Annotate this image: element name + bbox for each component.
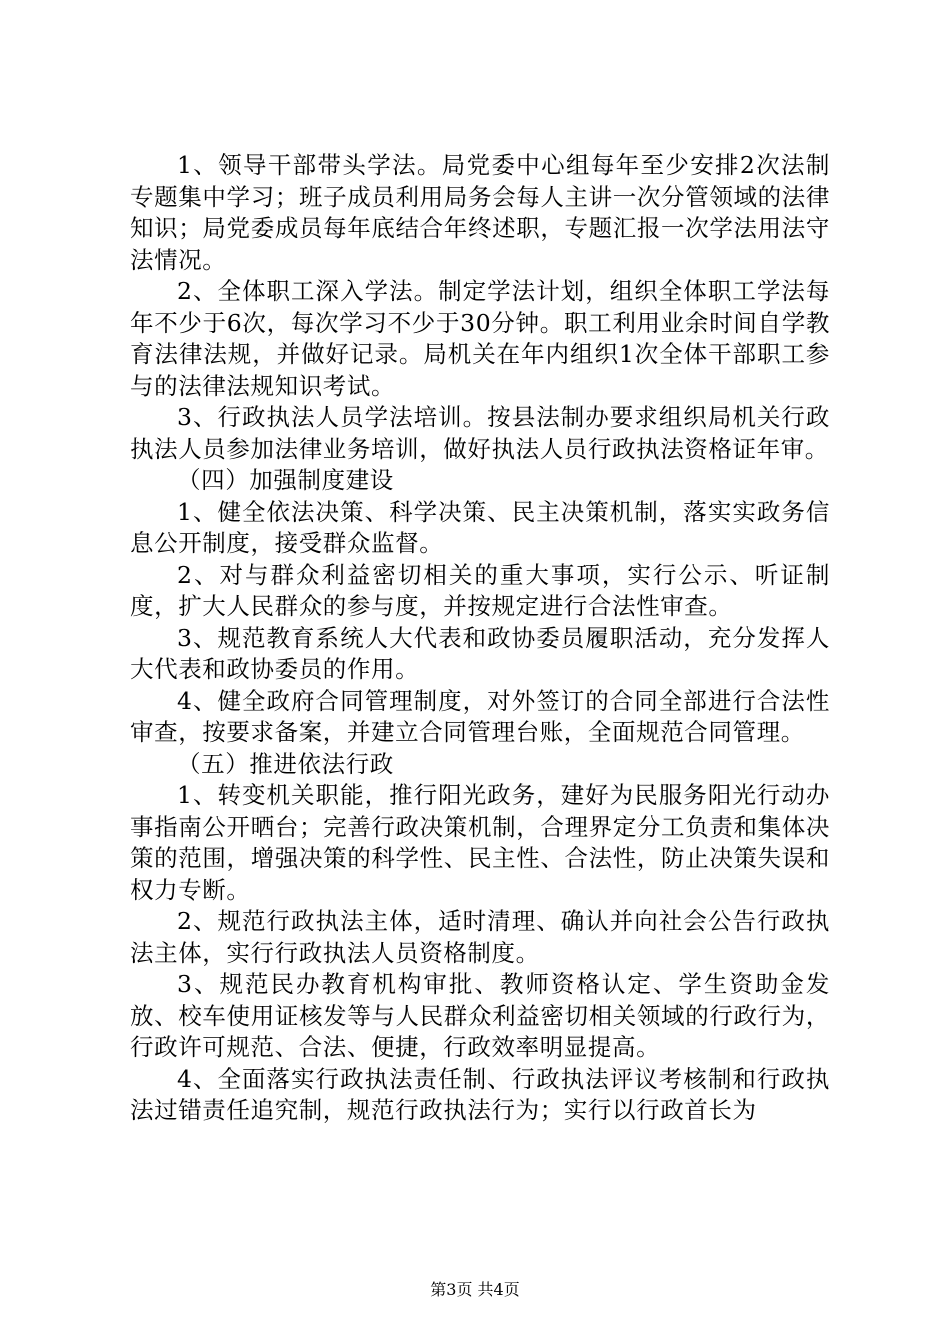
paragraph-leaders-study-law: 1、领导干部带头学法。局党委中心组每年至少安排2次法制专题集中学习；班子成员利用局务会每人主讲一次分管领域的法律知识；局党委成员每年底结合年终述职，专题汇报一次学法用法守法情况。 xyxy=(130,151,830,274)
paragraph-public-hearing: 2、对与群众利益密切相关的重大事项，实行公示、听证制度，扩大人民群众的参与度，并按规定进行合法性审查。 xyxy=(130,560,830,620)
paragraph-responsibility-system: 4、全面落实行政执法责任制、行政执法评议考核制和行政执法过错责任追究制，规范行政执法行为；实行以行政首长为 xyxy=(130,1064,830,1124)
page-footer xyxy=(0,1280,950,1300)
paragraph-staff-study-law: 2、全体职工深入学法。制定学法计划，组织全体职工学法每年不少于6次，每次学习不少于30分钟。职工利用业余时间自学教育法律法规，并做好记录。局机关在年内组织1次全体干部职工参与的法律法规知识考试。 xyxy=(130,277,830,400)
paragraph-private-education-approval: 3、规范民办教育机构审批、教师资格认定、学生资助金发放、校车使用证核发等与人民群众利益密切相关领域的行政行为，行政许可规范、合法、便捷，行政效率明显提高。 xyxy=(130,970,830,1061)
paragraph-contract-management: 4、健全政府合同管理制度，对外签订的合同全部进行合法性审查，按要求备案，并建立合同管理台账，全面规范合同管理。 xyxy=(130,686,830,746)
paragraph-transform-functions: 1、转变机关职能，推行阳光政务，建好为民服务阳光行动办事指南公开晒台；完善行政决策机制，合理界定分工负责和集体决策的范围，增强决策的科学性、民主性、合法性，防止决策失误和权力专断。 xyxy=(130,781,830,904)
paragraph-enforcement-training: 3、行政执法人员学法培训。按县法制办要求组织局机关行政执法人员参加法律业务培训，做好执法人员行政执法资格证年审。 xyxy=(130,403,830,463)
section-heading-system-building: （四）加强制度建设 xyxy=(177,466,394,494)
document-body xyxy=(130,150,830,1127)
paragraph-enforcement-subject: 2、规范行政执法主体，适时清理、确认并向社会公告行政执法主体，实行行政执法人员资格制度。 xyxy=(130,907,830,967)
paragraph-decision-mechanism: 1、健全依法决策、科学决策、民主决策机制，落实实政务信息公开制度，接受群众监督。 xyxy=(130,497,830,557)
page-number-label: 第3页 共4页 xyxy=(430,1280,520,1299)
paragraph-representatives-duty: 3、规范教育系统人大代表和政协委员履职活动，充分发挥人大代表和政协委员的作用。 xyxy=(130,623,830,683)
section-heading-law-based-administration: （五）推进依法行政 xyxy=(177,749,394,778)
